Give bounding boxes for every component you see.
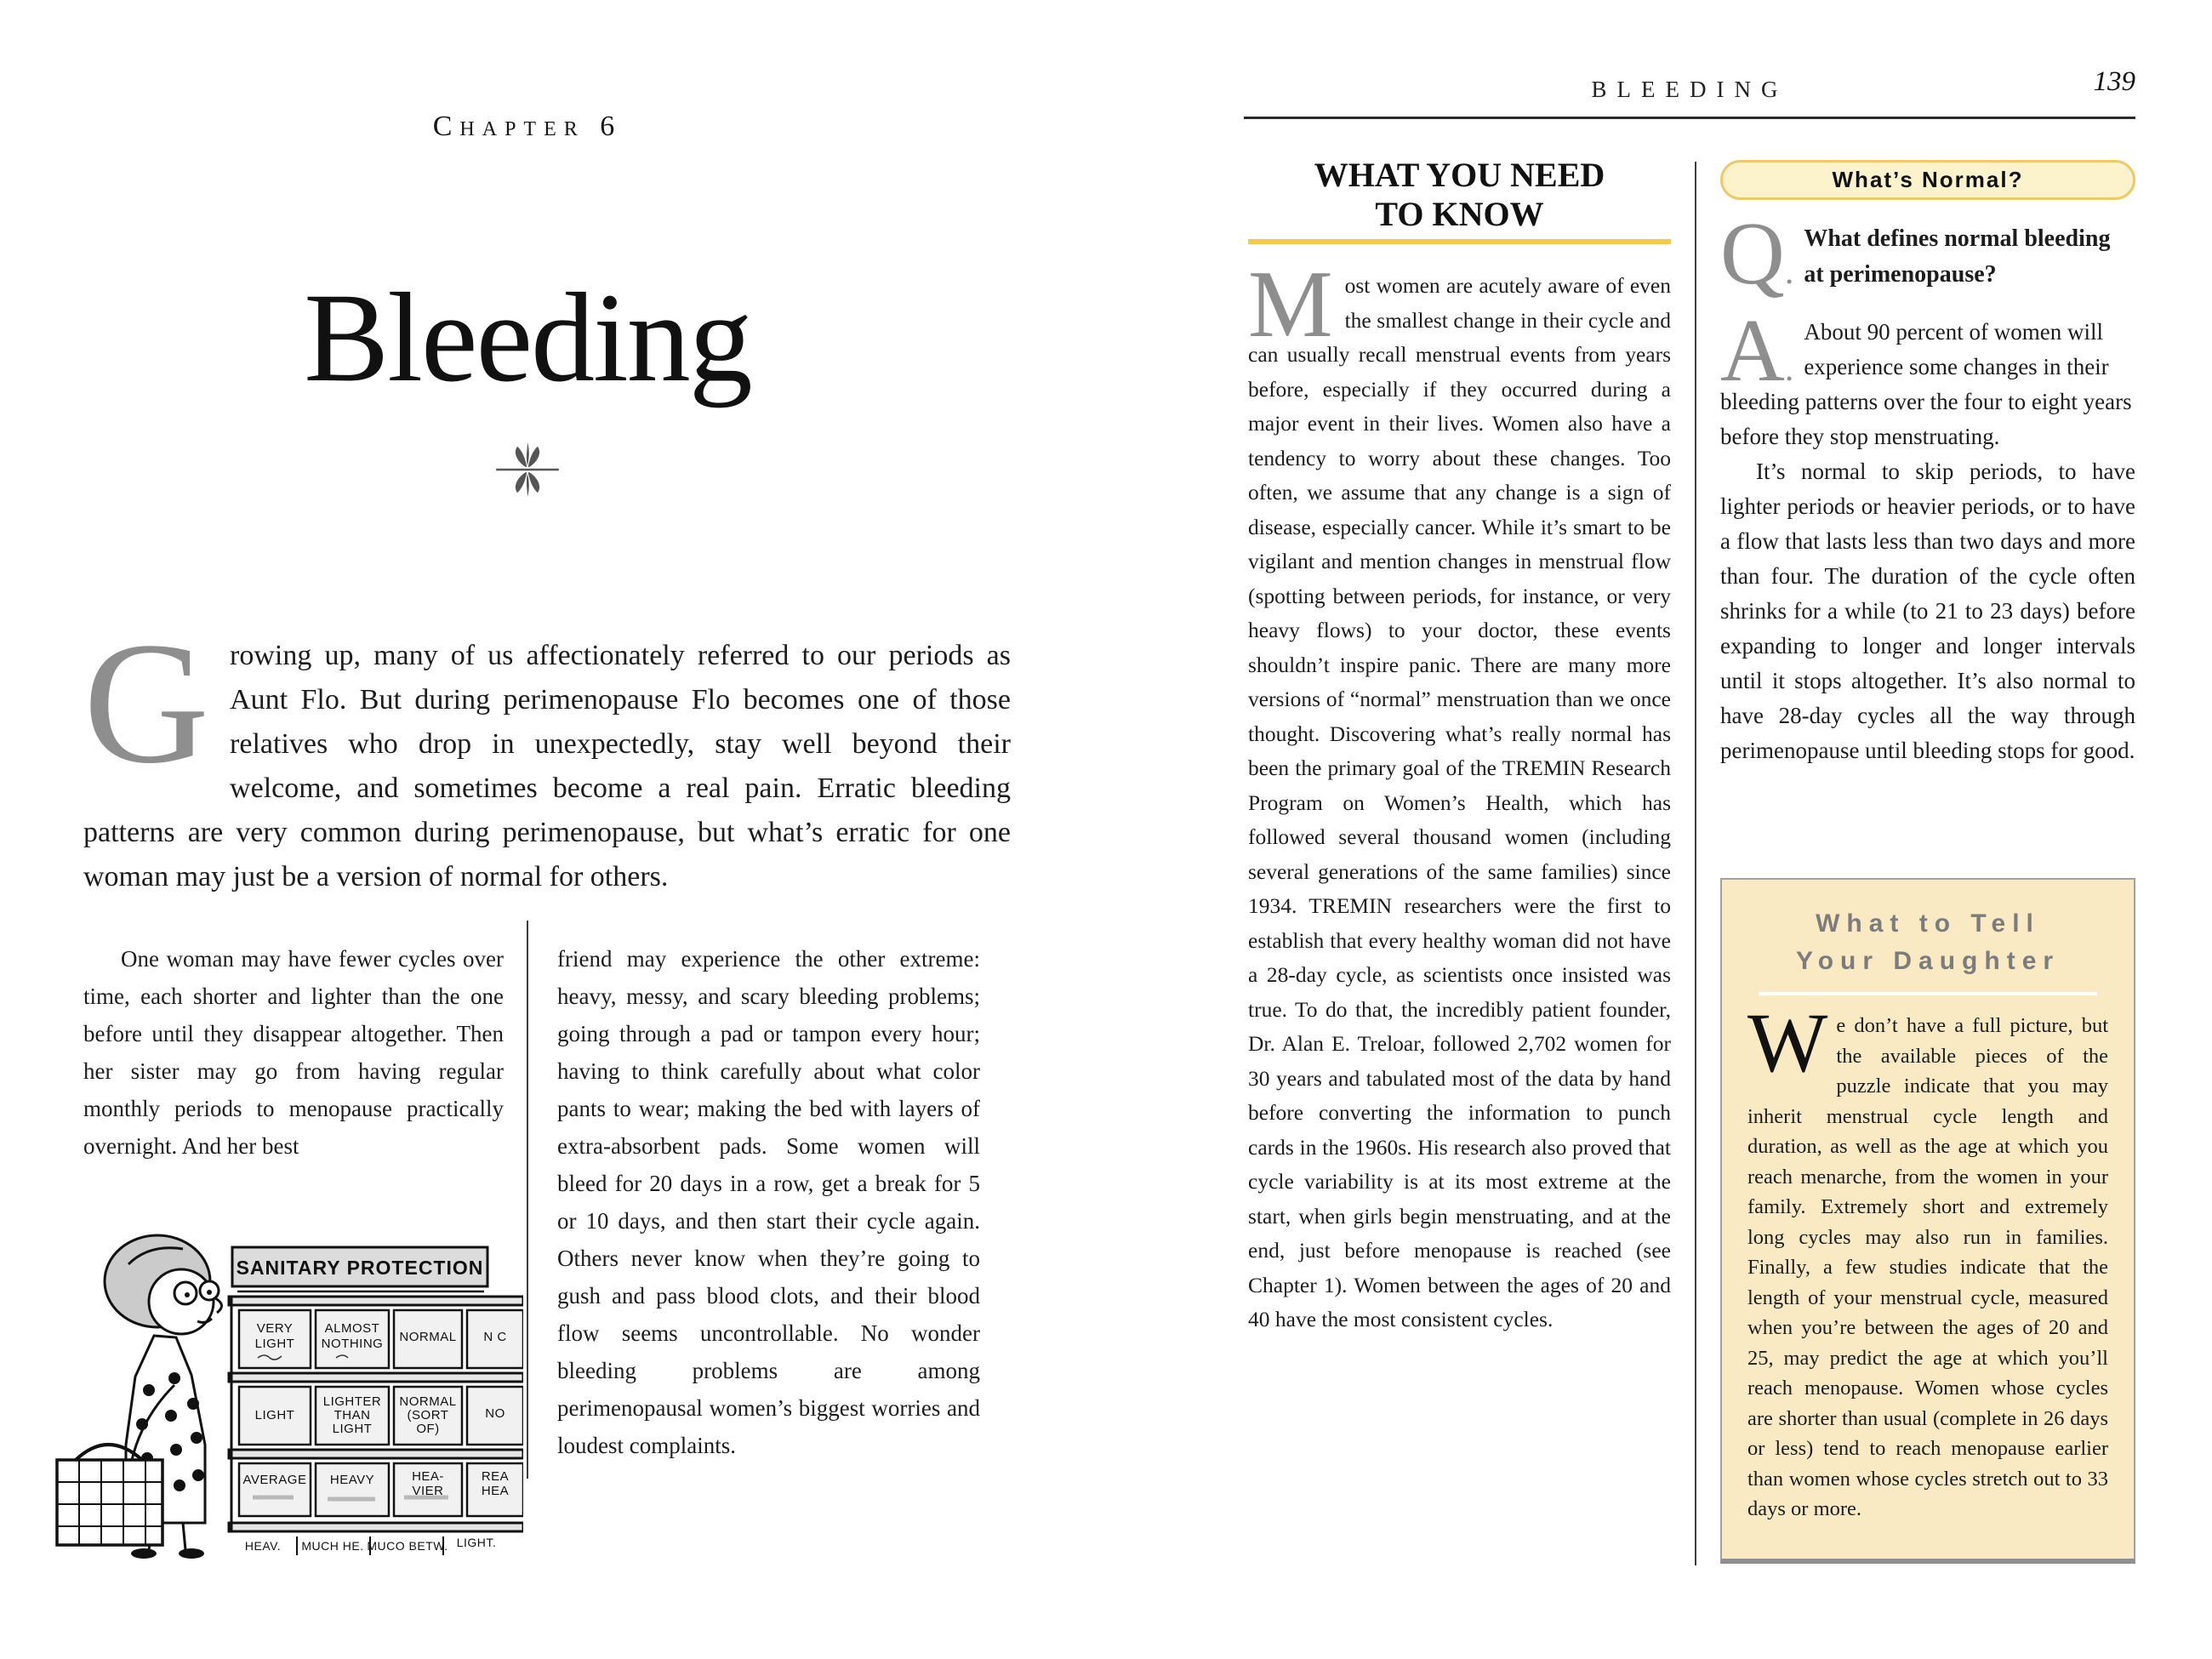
section-heading <box>1248 156 1671 234</box>
svg-text:NORMAL(SORTOF): NORMAL (SORT OF) <box>399 1394 457 1436</box>
daughter-box-paragraph <box>1722 995 2134 1525</box>
svg-text:AVERAGE: AVERAGE <box>242 1473 307 1487</box>
page-number: 139 <box>2093 66 2135 97</box>
drop-cap-g: G <box>83 607 210 800</box>
svg-text:VERYLIGHT: VERY LIGHT <box>254 1321 295 1351</box>
cartoon-sign-text: SANITARY PROTECTION <box>236 1257 484 1279</box>
running-head-rule <box>1244 117 2135 119</box>
shelf-bottom-labels <box>245 1536 496 1555</box>
answer-row <box>1720 300 2135 454</box>
basket <box>57 1445 162 1545</box>
svg-text:NO: NO <box>485 1406 505 1421</box>
svg-text:MUCO BETW.: MUCO BETW. <box>367 1539 448 1553</box>
daughter-box-title-line2: Your Daughter <box>1795 947 2061 975</box>
drop-cap-w: W <box>1747 995 1828 1090</box>
section-heading-line1: WHAT YOU NEED <box>1314 156 1605 194</box>
svg-text:HEAVY: HEAVY <box>329 1473 375 1487</box>
main-column-text: ost women are acutely aware of even the smallest change in their cycle and can usually recall menstrual events from years before, especially if they occurred during a major event in their lives. Women also have a tendency to worry about these changes. Too often, we assume that any change is a sign of disease, especially cancer. While it’s smart to be vigilant and mention changes in menstrual flow (spotting between periods, for instance, or very heavy flows) to your doctor, these events shouldn’t inspire panic. There are many more versions of “normal” menstruation than we once thought. Discovering what’s really normal has been the primary goal of the TREMIN Research Program on Women’s Health, which has followed several thousand women (including several generations of the same families) since 1934. TREMIN researchers were the first to establish that every healthy woman did not have a 28-day cycle, as scientists once insisted was true. To do that, the incredibly patient founder, Dr. Alan E. Treloar, followed 2,702 women for 30 years and tabulated most of the data by hand before converting the information to punch cards in the 1960s. His research also proved that cycle variability is at its most extreme at the start, when girls begin menstruating, and at the end, just before menopause is reached (see Chapter 1). Women between the ages of 20 and 40 have the most consistent cycles. <box>1248 273 1671 1331</box>
question-text: What defines normal bleeding at perimenopause? <box>1804 225 2111 288</box>
lead-paragraph <box>83 607 1011 899</box>
drop-cap-m: M <box>1248 252 1333 357</box>
a-drop-cap: A. <box>1720 300 1794 400</box>
question-row <box>1720 203 2135 303</box>
what-to-tell-your-daughter-box <box>1720 878 2135 1564</box>
section-heading-underline <box>1248 239 1671 244</box>
svg-text:LIGHTERTHANLIGHT: LIGHTER THAN LIGHT <box>322 1394 382 1436</box>
section-heading-line2: TO KNOW <box>1375 195 1544 233</box>
svg-text:MUCH HE.: MUCH HE. <box>301 1539 364 1553</box>
whats-normal-pill <box>1720 160 2135 200</box>
svg-text:ALMOSTNOTHING: ALMOST NOTHING <box>321 1321 384 1351</box>
svg-text:LIGHT: LIGHT <box>254 1408 295 1422</box>
main-column-paragraph <box>1248 252 1671 1337</box>
right-column-text: friend may experience the other extreme: heavy, messy, and scary bleeding problems; going through a pad or tampon every hour; having to think carefully about what color pants to wear; making the bed with layers of extra-absorbent pads. Some women will bleed for 20 days in a row, get a break for 5 or 10 days, and then start their cycle again. Others never know when they’re going to gush and pass blood clots, and their blood flow seems uncontrollable. No wonder bleeding problems are among perimenopausal women’s biggest worries and loudest complaints. <box>557 946 980 1458</box>
chapter-title: Bleeding <box>304 267 751 408</box>
cartoon-illustration <box>47 1189 523 1572</box>
svg-text:N C: N C <box>483 1330 507 1344</box>
daughter-box-title-line1: What to Tell <box>1816 909 2040 938</box>
svg-text:NORMAL: NORMAL <box>399 1330 457 1344</box>
right-page-column-divider <box>1695 162 1696 1565</box>
q-drop-cap: Q. <box>1720 203 1794 303</box>
svg-text:HEAV.: HEAV. <box>244 1539 282 1553</box>
left-column-text: One woman may have fewer cycles over time, each shorter and lighter than the one before until they disappear altogether. Then her sister may go from having regular monthly periods to menopause practically overnight. And her best <box>83 946 504 1159</box>
qa-block <box>1720 203 2135 768</box>
svg-text:LIGHT.: LIGHT. <box>456 1536 497 1549</box>
chapter-label: Chapter 6 <box>432 111 623 142</box>
daughter-box-title <box>1722 905 2134 980</box>
fleuron-ornament <box>487 441 568 499</box>
whats-normal-title: What’s Normal? <box>1832 167 2024 192</box>
daughter-box-text: e don’t have a full picture, but the available pieces of the puzzle indicate that you may inherit menstrual cycle length and duration, as well as the age at which you reach menarche, from the women in your family. Extremely short and extremely long cycles may also run in families. Finally, a few studies indicate that the length of your menstrual cycle, measured when you’re between the ages of 20 and 25, may predict the age at which you’ll reach menopause. Women whose cycles are shorter than usual (complete in 26 days or less) tend to reach menopause earlier than women whose cycles stretch out to 33 days or more. <box>1747 1014 2108 1520</box>
lead-text: rowing up, many of us affectionately referred to our periods as Aunt Flo. But during perimenopause Flo becomes one of those relatives who drop in unexpectedly, stay well beyond their welcome, and sometimes become a real pain. Erratic bleeding patterns are very common during perimenopause, but what’s erratic for one woman may just be a version of normal for others. <box>83 640 1011 892</box>
running-head: BLEEDING <box>1591 77 1788 102</box>
svg-text:HEA-VIER: HEA-VIER <box>412 1469 444 1498</box>
svg-text:REAHEA: REA HEA <box>481 1469 510 1498</box>
fleuron-wrap <box>0 441 1055 503</box>
answer-paragraph-2: It’s normal to skip periods, to have lighter periods or heavier periods, or to have a flow that lasts less than two days and more than four. The duration of the cycle often shrinks for a while (to 21 to 23 days) before expanding to longer and longer intervals until it stops altogether. It’s also normal to have 28-day cycles all the way through perimenopause until bleeding stops for good. <box>1720 459 2135 763</box>
cartoon-woman <box>57 1235 222 1559</box>
cartoon-sign <box>232 1247 487 1291</box>
answer-paragraph-1: About 90 percent of women will experience some changes in their bleeding patterns over the four to eight years before they stop menstruating. <box>1720 319 2132 449</box>
left-page-column-divider <box>527 921 528 1479</box>
